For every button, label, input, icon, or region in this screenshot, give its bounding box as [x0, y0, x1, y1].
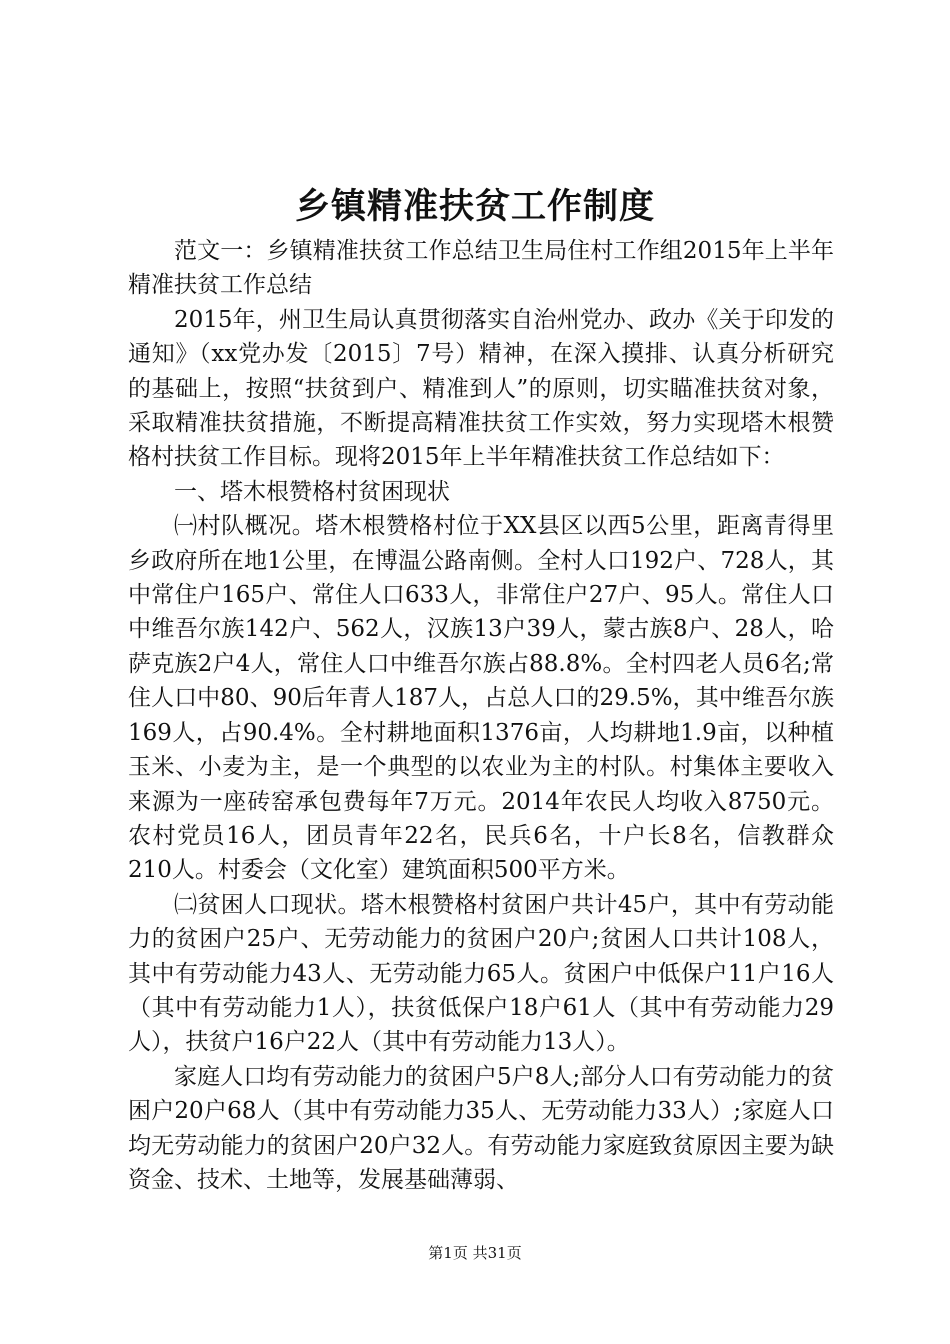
section-heading: 一、塔木根赞格村贫困现状	[174, 478, 450, 505]
paragraph: ㈡贫困人口现状。塔木根赞格村贫困户共计45户，其中有劳动能力的贫困户25户、无劳动能力的贫困户20户;贫困人口共计108人，其中有劳动能力43人、无劳动能力65人。贫困户中低保户11户16人（其中有劳动能力1人），扶贫低保户18户61人（其中有劳动能力29人），扶贫户16户22人（其中有劳动能力13人）。	[128, 891, 834, 1056]
document-title: 乡镇精准扶贫工作制度	[294, 186, 655, 227]
document-body	[128, 234, 834, 1197]
page-footer: 第1页 共31页	[428, 1244, 522, 1262]
paragraph: 家庭人口均有劳动能力的贫困户5户8人;部分人口有劳动能力的贫困户20户68人（其中有劳动能力35人、无劳动能力33人）;家庭人口均无劳动能力的贫困户20户32人。有劳动能力家庭致贫原因主要为缺资金、技术、土地等，发展基础薄弱、	[128, 1063, 834, 1193]
paragraph: ㈠村队概况。塔木根赞格村位于XX县区以西5公里，距离青得里乡政府所在地1公里，在博温公路南侧。全村人口192户、728人，其中常住户165户、常住人口633人，非常住户27户、95人。常住人口中维吾尔族142户、562人，汉族13户39人，蒙古族8户、28人，哈萨克族2户4人，常住人口中维吾尔族占88.8%。全村四老人员6名;常住人口中80、90后年青人187人，占总人口的29.5%，其中维吾尔族169人，占90.4%。全村耕地面积1376亩，人均耕地1.9亩，以种植玉米、小麦为主，是一个典型的以农业为主的村队。村集体主要收入来源为一座砖窑承包费每年7万元。2014年农民人均收入8750元。农村党员16人，团员青年22名，民兵6名，十户长8名，信教群众210人。村委会（文化室）建筑面积500平方米。	[128, 513, 834, 884]
paragraph: 2015年，州卫生局认真贯彻落实自治州党办、政办《关于印发的通知》（xx党办发〔2015〕7号）精神，在深入摸排、认真分析研究的基础上，按照“扶贫到户、精准到人”的原则，切实瞄准扶贫对象，采取精准扶贫措施，不断提高精准扶贫工作实效，努力实现塔木根赞格村扶贫工作目标。现将2015年上半年精准扶贫工作总结如下：	[128, 306, 834, 471]
paragraph: 范文一：乡镇精准扶贫工作总结卫生局住村工作组2015年上半年精准扶贫工作总结	[128, 238, 834, 299]
